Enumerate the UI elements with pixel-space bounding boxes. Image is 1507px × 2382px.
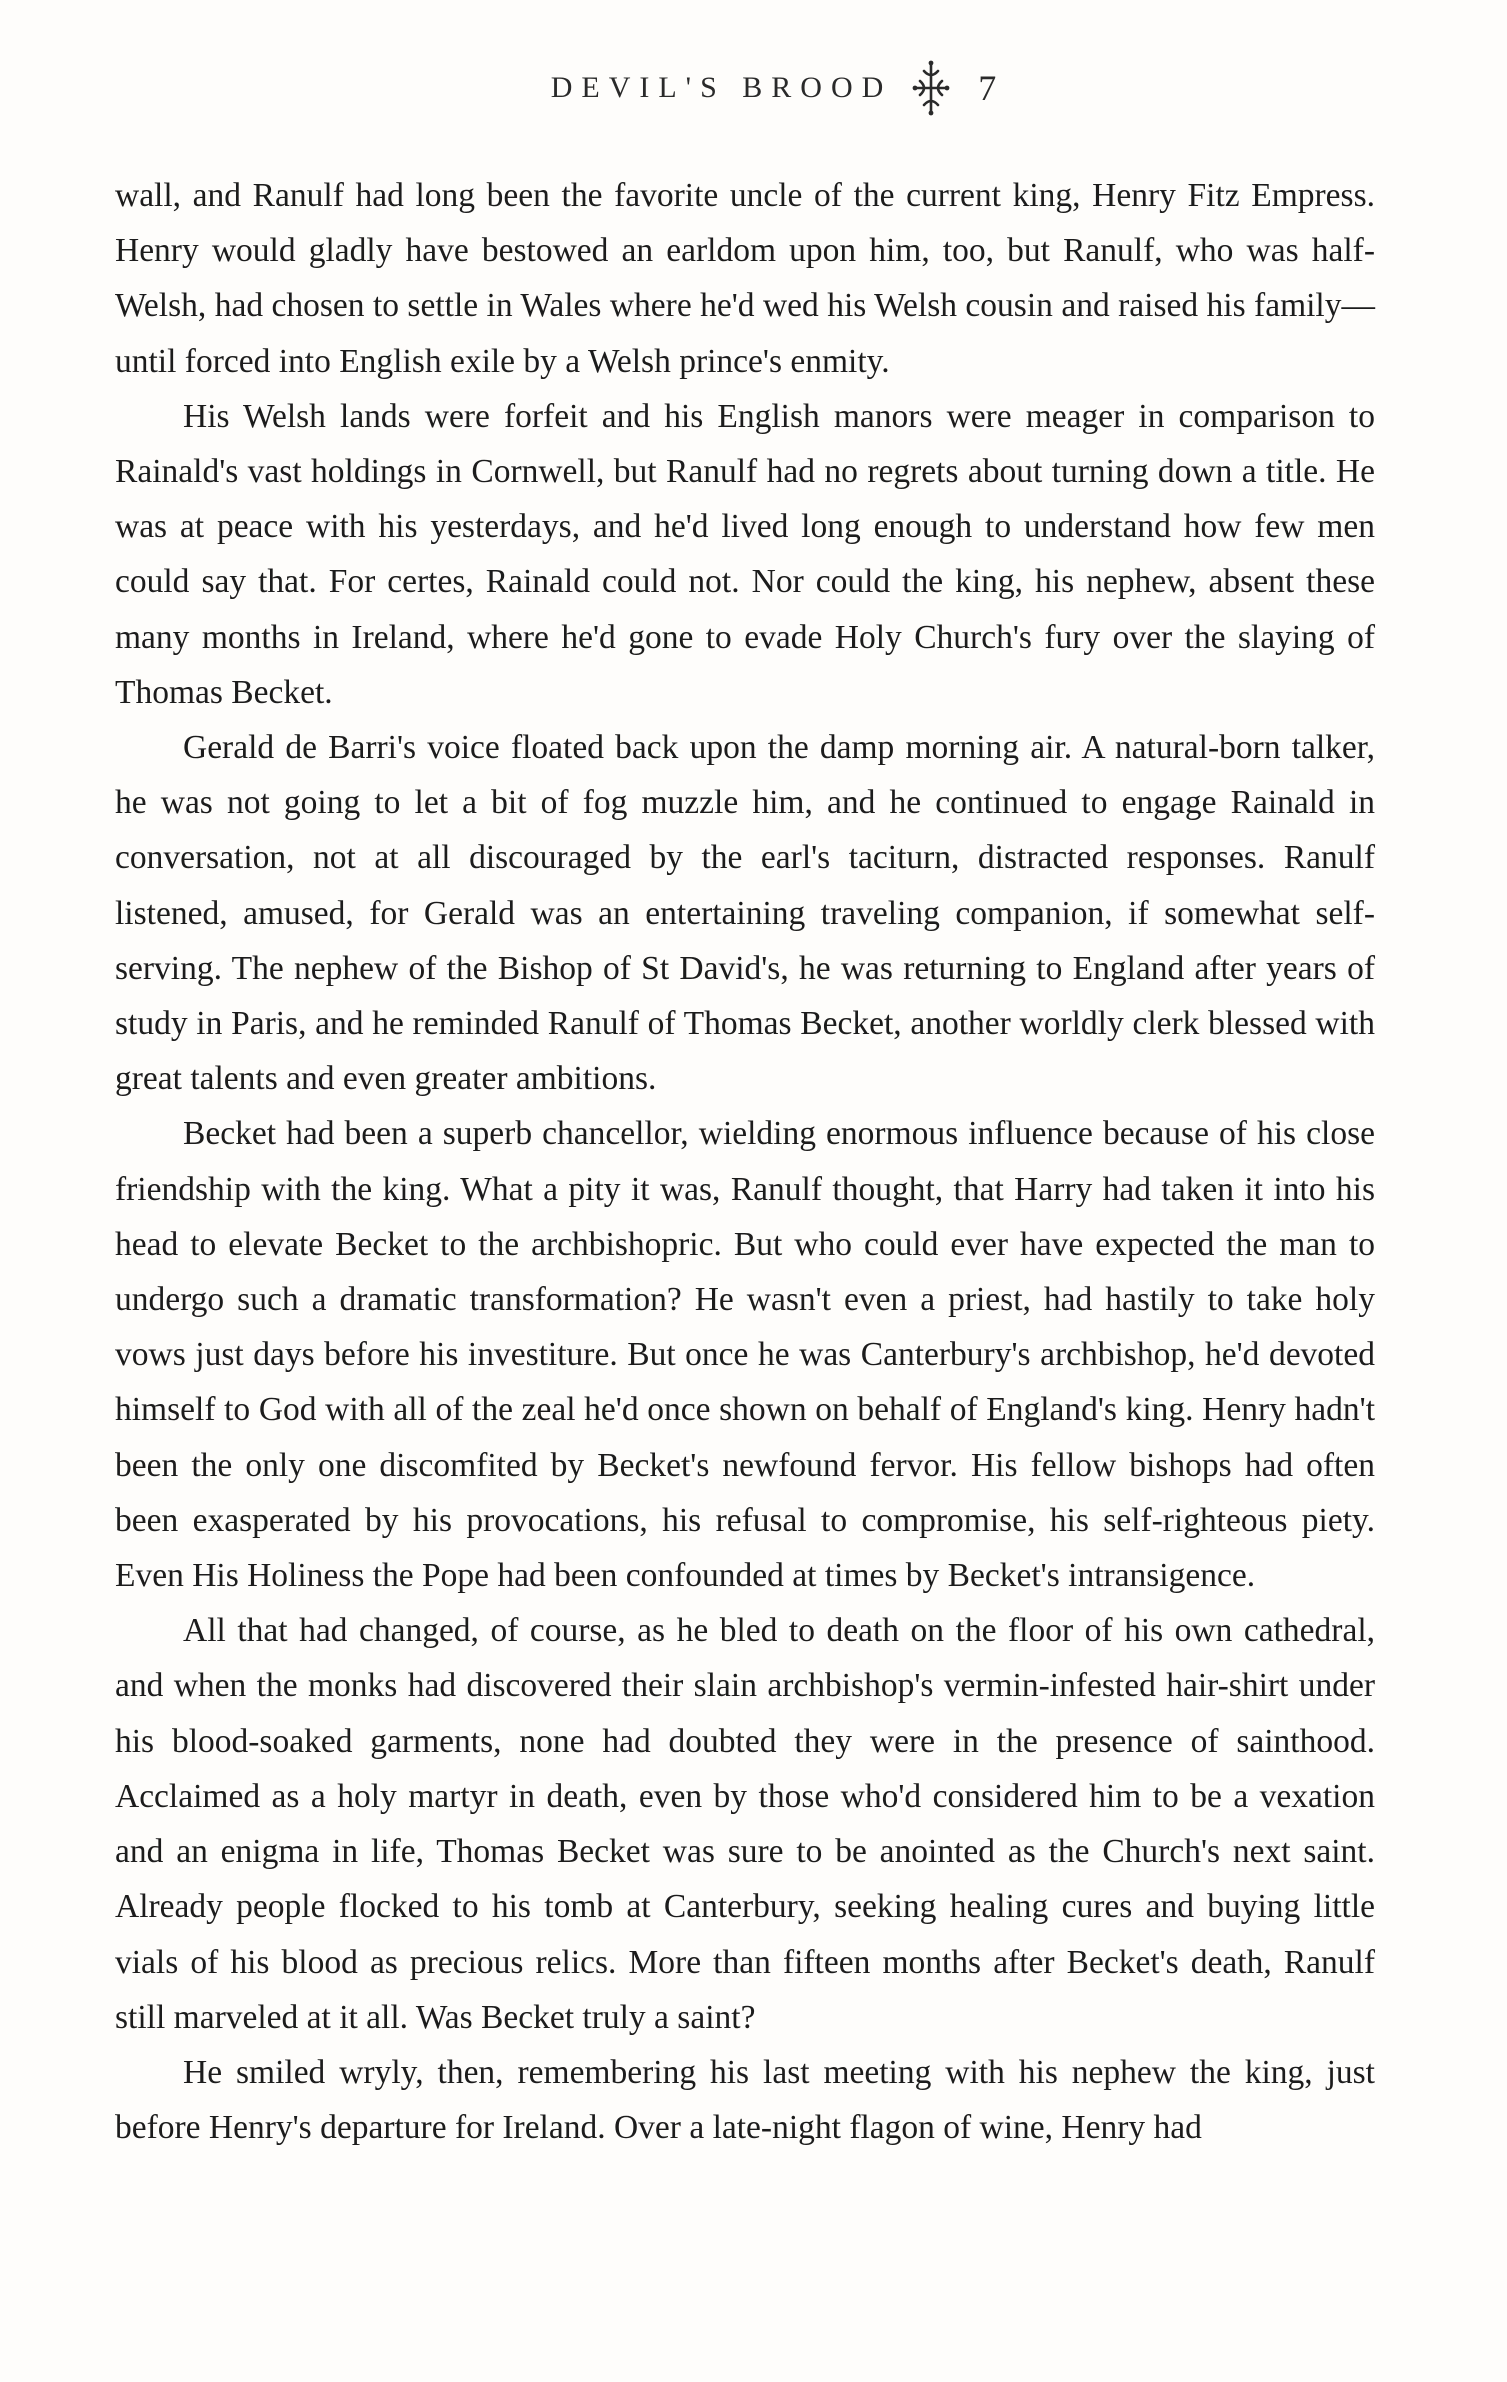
paragraph: He smiled wryly, then, remembering his last meeting with his nephew the king, just before Henry's departure for Ireland. Over a late-night flagon of wine, Henry had: [115, 2053, 1375, 2147]
paragraph: All that had changed, of course, as he bled to death on the floor of his own cathedral, and when the monks had discovered their slain archbishop's vermin-infested hair-shirt under his blood-soaked garments, none had doubted they were in the presence of sainthood. Acclaimed as a holy martyr in death, even by those who'd considered him to be a vexation and an enigma in life, Thomas Becket was sure to be anointed as the Church's next saint. Already people flocked to his tomb at Canterbury, seeking healing cures and buying little vials of his blood as precious relics. More than fifteen months after Becket's death, Ranulf still marveled at it all. Was Becket truly a saint?: [115, 1612, 1375, 2036]
paragraph: Gerald de Barri's voice floated back upon the damp morning air. A natural-born talker, he was not going to let a bit of fog muzzle him, and he continued to engage Rainald in conversation, not at all discouraged by the earl's taciturn, distracted responses. Ranulf listened, amused, for Gerald was an entertaining traveling companion, if somewhat self-serving. The nephew of the Bishop of St David's, he was returning to England after years of study in Paris, and he reminded Ranulf of Thomas Becket, another worldly clerk blessed with great talents and even greater ambitions.: [115, 729, 1375, 1098]
running-title: DEVIL'S BROOD: [550, 71, 893, 104]
page-number: 7: [978, 68, 997, 108]
running-head: [0, 58, 1507, 118]
body-text: [115, 168, 1375, 2155]
paragraph: His Welsh lands were forfeit and his English manors were meager in comparison to Rainald's vast holdings in Cornwell, but Ranulf had no regrets about turning down a title. He was at peace with his yesterdays, and he'd lived long enough to understand how few men could say that. For certes, Rainald could not. Nor could the king, his nephew, absent these many months in Ireland, where he'd gone to evade Holy Church's fury over the slaying of Thomas Becket.: [115, 397, 1375, 711]
paragraph: Becket had been a superb chancellor, wielding enormous influence because of his close friendship with the king. What a pity it was, Ranulf thought, that Harry had taken it into his head to elevate Becket to the archbishopric. But who could ever have expected the man to undergo such a dramatic transformation? He wasn't even a priest, had hastily to take holy vows just days before his investiture. But once he was Canterbury's archbishop, he'd devoted himself to God with all of the zeal he'd once shown on behalf of England's king. Henry hadn't been the only one discomfited by Becket's newfound fervor. His fellow bishops had often been exasperated by his provocations, his refusal to compromise, his self-righteous piety. Even His Holiness the Pope had been confounded at times by Becket's intransigence.: [115, 1115, 1375, 1595]
paragraph: wall, and Ranulf had long been the favorite uncle of the current king, Henry Fitz Empress. Henry would gladly have bestowed an earldom upon him, too, but Ranulf, who was half-Welsh, had chosen to settle in Wales where he'd wed his Welsh cousin and raised his family—until forced into English exile by a Welsh prince's enmity.: [115, 177, 1375, 380]
cross-ornament-icon: [910, 59, 952, 117]
